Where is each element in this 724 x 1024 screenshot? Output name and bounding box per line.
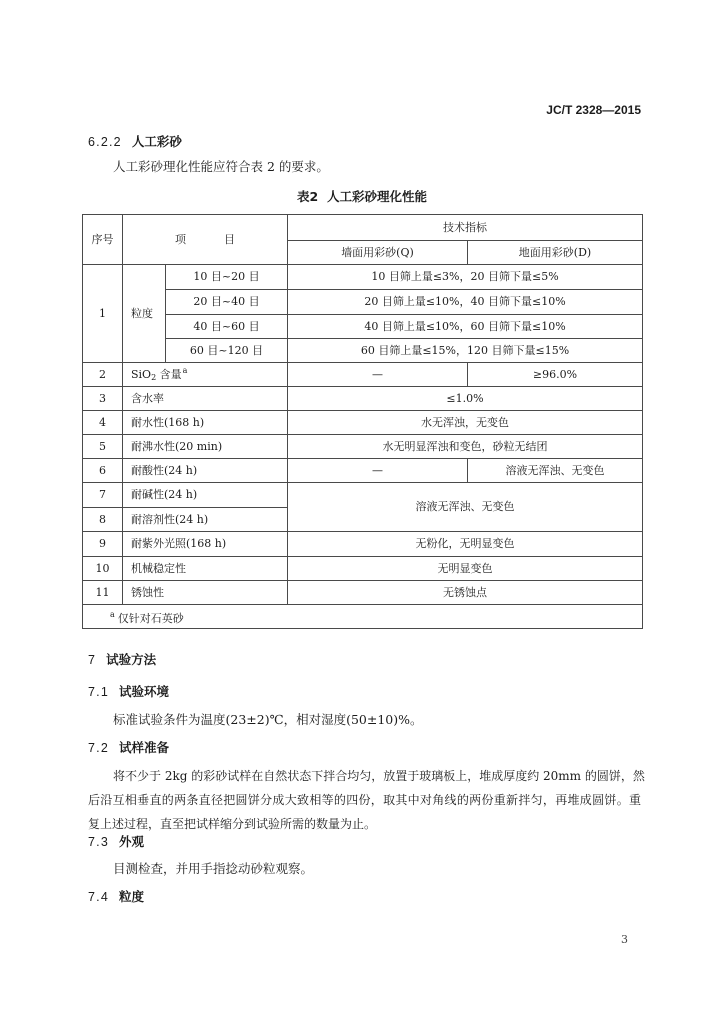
spec-value: 水无浑浊，无变色 (288, 411, 643, 435)
row-item (123, 363, 288, 387)
spec-value: 无明显变色 (288, 557, 643, 581)
row-item: 耐水性(168 h) (123, 411, 288, 435)
section-6-2-2-heading (88, 133, 182, 151)
wall-value: — (288, 459, 468, 483)
spec-value: 无粉化，无明显变色 (288, 532, 643, 557)
section-7-2-paragraph (88, 764, 645, 836)
mesh-range: 60 目~120 目 (166, 339, 288, 363)
row-number: 8 (83, 508, 123, 532)
table-row (83, 557, 643, 581)
header-wall-sand: 墙面用彩砂(Q) (288, 241, 468, 265)
section-7-1-body: 标准试验条件为温度(23±2)℃，相对湿度(50±10)%。 (113, 712, 423, 727)
row-number: 4 (83, 411, 123, 435)
row-number: 2 (83, 363, 123, 387)
formula-subscript: 2 (151, 373, 157, 382)
paragraph-line: 将不少于 2kg 的彩砂试样在自然状态下拌合均匀，放置于玻璃板上，堆成厚度约 20mm 的圆饼，然 (113, 769, 645, 783)
section-7-heading (88, 651, 156, 669)
section-number: 7 (88, 653, 97, 667)
section-title: 试验方法 (106, 652, 157, 667)
spec-value: ≤1.0% (288, 387, 643, 411)
paragraph-line: 复上述过程，直至把试样缩分到试验所需的数量为止。 (88, 817, 377, 831)
row-number: 10 (83, 557, 123, 581)
table-row (83, 483, 643, 508)
header-floor-sand: 地面用彩砂(D) (468, 241, 643, 265)
table-row (83, 339, 643, 363)
spec-value: 溶液无浑浊、无变色 (288, 483, 643, 532)
row-number: 1 (83, 265, 123, 363)
formula: SiO (131, 368, 152, 381)
section-number: 7.2 (88, 741, 109, 755)
row-item: 锈蚀性 (123, 581, 288, 605)
row-item: 含水率 (123, 387, 288, 411)
table-row (83, 363, 643, 387)
section-7-2-heading (88, 739, 169, 757)
section-number: 6.2.2 (88, 135, 122, 149)
row-number: 7 (83, 483, 123, 508)
page-number: 3 (621, 933, 628, 946)
row-number: 3 (83, 387, 123, 411)
row-number: 5 (83, 435, 123, 459)
section-7-1-heading (88, 683, 169, 701)
section-title: 试验环境 (118, 684, 169, 699)
row-number: 6 (83, 459, 123, 483)
section-number: 7.1 (88, 685, 109, 699)
section-7-3-body: 目测检查，并用手指捻动砂粒观察。 (113, 861, 314, 876)
header-technical-index: 技术指标 (288, 215, 643, 241)
section-title: 人工彩砂 (131, 134, 182, 149)
row-item: 耐酸性(24 h) (123, 459, 288, 483)
row-item: 粒度 (123, 265, 166, 363)
section-7-3-heading (88, 833, 144, 851)
table-row (83, 411, 643, 435)
table-row (83, 265, 643, 290)
section-title: 试样准备 (118, 740, 169, 755)
row-item: 耐紫外光照(168 h) (123, 532, 288, 557)
table-caption: 表2 人工彩砂理化性能 (297, 189, 427, 204)
wall-value: — (288, 363, 468, 387)
table-row (83, 532, 643, 557)
header-item: 项 目 (123, 215, 288, 265)
standard-code: JC/T 2328—2015 (546, 103, 641, 117)
header-serial-no: 序号 (83, 215, 123, 265)
table-row (83, 581, 643, 605)
section-7-4-heading (88, 888, 144, 906)
table-footnote-row (83, 605, 643, 629)
section-number: 7.4 (88, 890, 109, 904)
table-footnote (83, 605, 643, 629)
table-row (83, 435, 643, 459)
footnote-mark: a (182, 366, 188, 375)
spec-value: 10 目筛上量≤3%，20 目筛下量≤5% (288, 265, 643, 290)
row-item: 机械稳定性 (123, 557, 288, 581)
floor-value: ≥96.0% (468, 363, 643, 387)
row-item: 耐溶剂性(24 h) (123, 508, 288, 532)
paragraph-line: 后沿互相垂直的两条直径把圆饼分成大致相等的四份，取其中对角线的两份重新拌匀，再堆成圆饼。重 (88, 793, 641, 807)
mesh-range: 40 目~60 目 (166, 315, 288, 339)
physical-chemical-properties-table (82, 214, 643, 629)
footnote-mark: a (110, 609, 115, 619)
footnote-text: 仅针对石英砂 (117, 611, 184, 625)
row-number: 9 (83, 532, 123, 557)
item-label: 含量 (159, 368, 182, 381)
section-title: 外观 (118, 834, 144, 849)
spec-value: 水无明显浑浊和变色，砂粒无结团 (288, 435, 643, 459)
mesh-range: 20 目~40 目 (166, 290, 288, 315)
table-row (83, 290, 643, 315)
spec-value: 无锈蚀点 (288, 581, 643, 605)
section-title: 粒度 (118, 889, 144, 904)
section-number: 7.3 (88, 835, 109, 849)
section-6-2-2-body: 人工彩砂理化性能应符合表 2 的要求。 (113, 159, 329, 174)
row-item: 耐碱性(24 h) (123, 483, 288, 508)
row-number: 11 (83, 581, 123, 605)
table-row (83, 387, 643, 411)
spec-value: 20 目筛上量≤10%，40 目筛下量≤10% (288, 290, 643, 315)
spec-value: 60 目筛上量≤15%，120 目筛下量≤15% (288, 339, 643, 363)
row-item: 耐沸水性(20 min) (123, 435, 288, 459)
floor-value: 溶液无浑浊、无变色 (468, 459, 643, 483)
spec-value: 40 目筛上量≤10%，60 目筛下量≤10% (288, 315, 643, 339)
table-header-row (83, 215, 643, 241)
table-row (83, 459, 643, 483)
table-row (83, 315, 643, 339)
mesh-range: 10 目~20 目 (166, 265, 288, 290)
